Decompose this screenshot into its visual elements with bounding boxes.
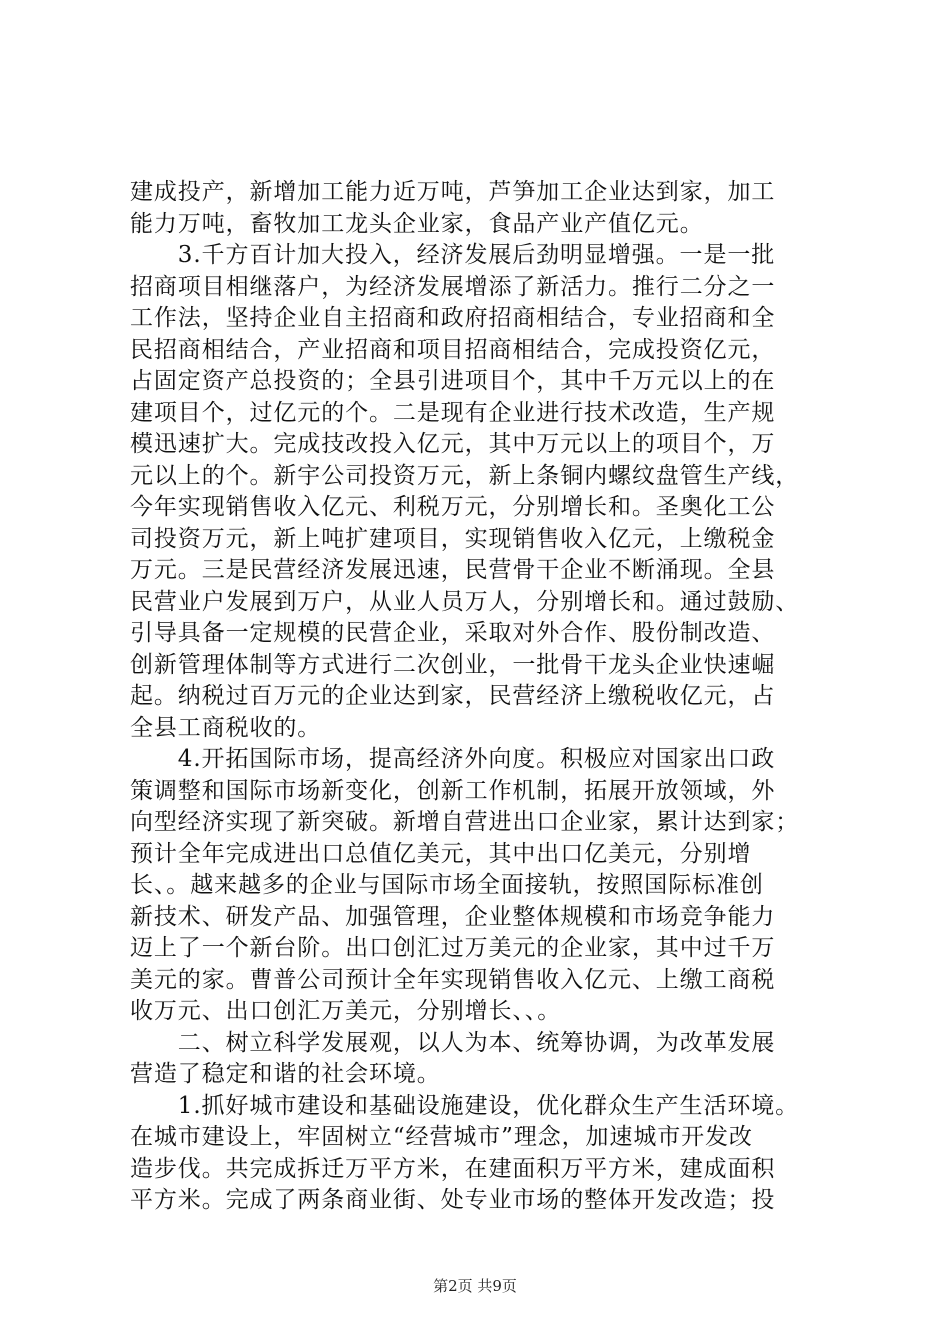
text-line: 今年实现销售收入亿元、利税万元，分别增长和。圣奥化工公 [130,494,776,520]
text-line: 迈上了一个新台阶。出口创汇过万美元的企业家，其中过千万 [130,935,776,961]
text-line: 元以上的个。新宇公司投资万元，新上条铜内螺纹盘管生产线， [130,462,800,489]
text-line: 民营业户发展到万户，从业人员万人，分别增长和。通过鼓励、 [130,588,800,615]
text-line: 起。纳税过百万元的企业达到家，民营经济上缴税收亿元，占 [130,683,776,709]
text-line: 招商项目相继落户，为经济发展增添了新活力。推行二分之一 [130,273,776,300]
text-line: 营造了稳定和谐的社会环境。 [130,1061,441,1087]
text-line: 全县工商税收的。 [130,714,322,741]
text-line: 模迅速扩大。完成技改投入亿元，其中万元以上的项目个，万 [130,431,776,457]
text-line: 创新管理体制等方式进行二次创业，一批骨干龙头企业快速崛 [130,651,776,678]
text-line: 3.千方百计加大投入，经济发展后劲明显增强。一是一批 [130,242,776,268]
text-line: 向型经济实现了新突破。新增自营进出口企业家，累计达到家； [130,809,800,835]
document-body [130,177,838,1217]
text-line: 1.抓好城市建设和基础设施建设，优化群众生产生活环境。 [130,1092,800,1119]
text-line: 万元。三是民营经济发展迅速，民营骨干企业不断涌现。全县 [130,557,776,583]
text-line: 工作法，坚持企业自主招商和政府招商相结合，专业招商和全 [130,305,776,331]
text-line: 长、。越来越多的企业与国际市场全面接轨，按照国际标准创 [130,872,764,898]
text-line: 新技术、研发产品、加强管理，企业整体规模和市场竞争能力 [130,903,776,930]
text-line: 引导具备一定规模的民营企业，采取对外合作、股份制改造、 [130,620,776,646]
text-line: 美元的家。曹普公司预计全年实现销售收入亿元、上缴工商税 [130,966,776,993]
text-line: 4.开拓国际市场，提高经济外向度。积极应对国家出口政 [130,746,776,772]
page-number-footer: 第2页 共9页 [433,1277,517,1295]
text-line: 占固定资产总投资的；全县引进项目个，其中千万元以上的在 [130,368,776,394]
text-line: 平方米。完成了两条商业街、处专业市场的整体开发改造；投 [130,1187,776,1213]
text-line: 民招商相结合，产业招商和项目招商相结合，完成投资亿元， [130,336,776,363]
text-line: 建成投产，新增加工能力近万吨，芦笋加工企业达到家，加工 [130,179,776,205]
text-line: 二、树立科学发展观，以人为本、统筹协调，为改革发展 [130,1029,776,1056]
text-line: 建项目个，过亿元的个。二是现有企业进行技术改造，生产规 [130,399,776,426]
text-line: 策调整和国际市场新变化，创新工作机制，拓展开放领域，外 [130,777,776,804]
text-line: 在城市建设上，牢固树立“经营城市”理念，加速城市开发改 [130,1124,753,1150]
text-line: 造步伐。共完成拆迁万平方米，在建面积万平方米，建成面积 [130,1155,776,1182]
text-line: 能力万吨，畜牧加工龙头企业家，食品产业产值亿元。 [130,210,704,237]
text-line: 预计全年完成进出口总值亿美元，其中出口亿美元，分别增 [130,840,752,867]
text-line: 收万元、出口创汇万美元，分别增长、、。 [130,998,562,1024]
text-line: 司投资万元，新上吨扩建项目，实现销售收入亿元，上缴税金 [130,525,776,552]
